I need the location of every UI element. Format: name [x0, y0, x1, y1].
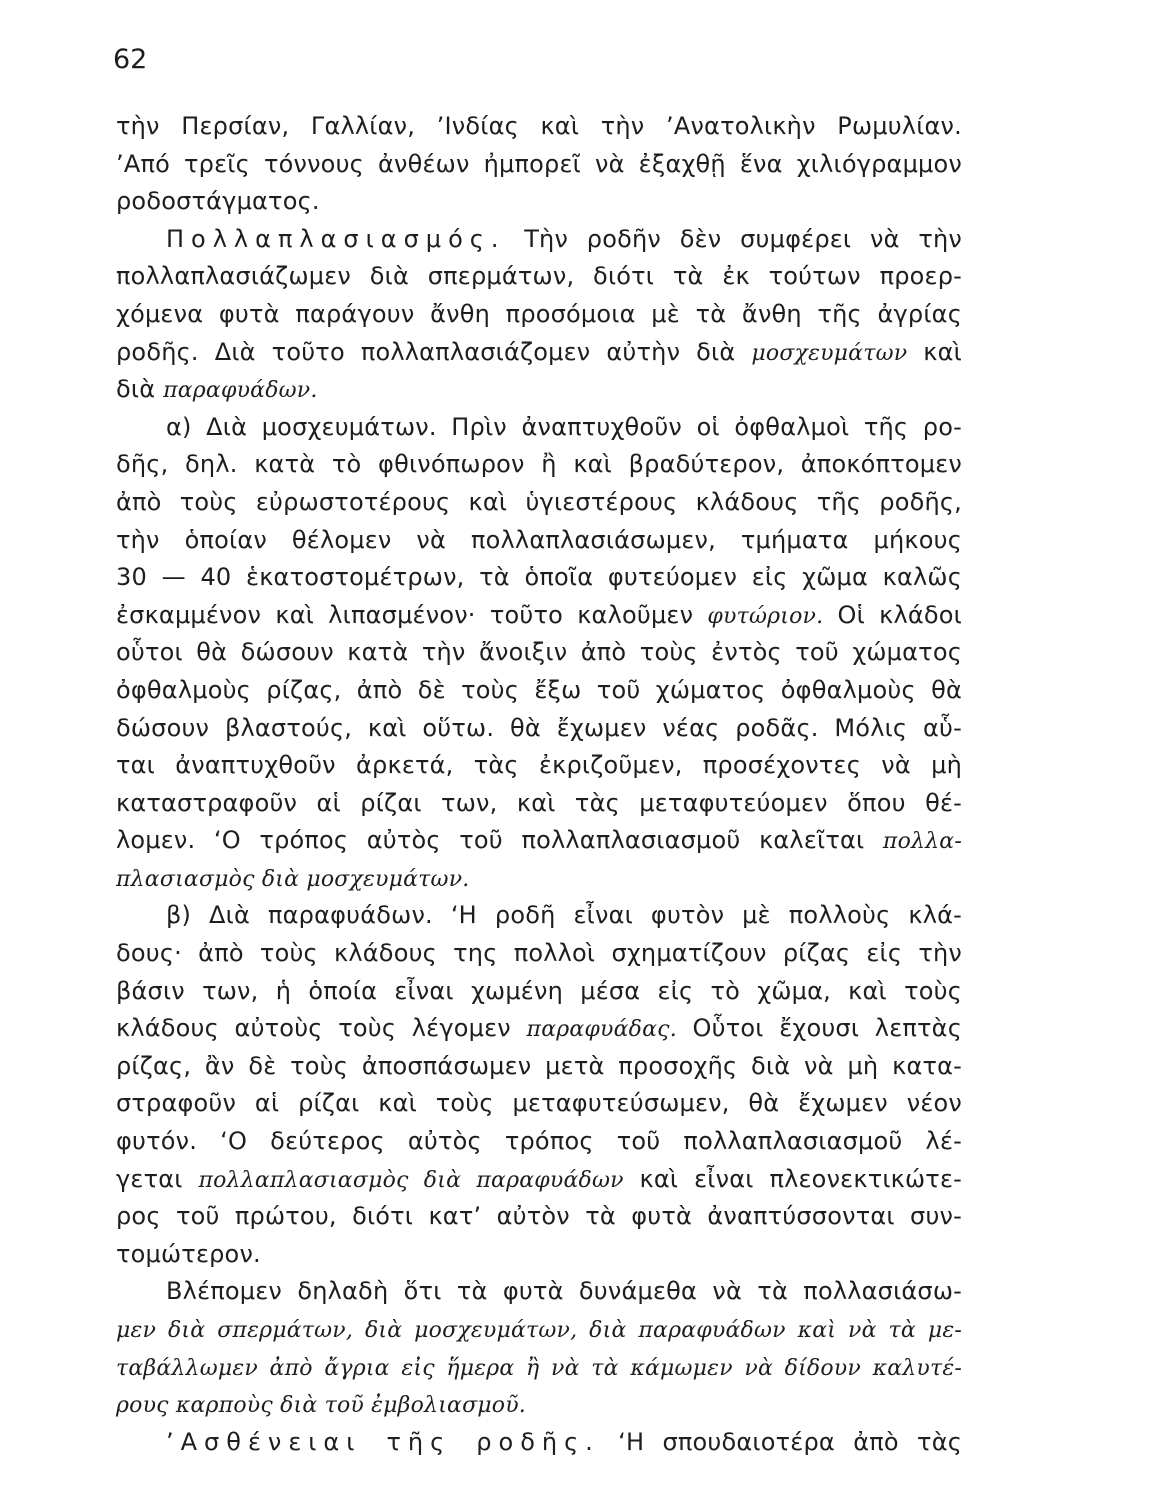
text-line: [116, 1010, 962, 1048]
text-line: [116, 183, 962, 221]
text-line: [116, 296, 962, 334]
text-segment: δῆς, δηλ. κατὰ τὸ φθινόπωρον ἢ καὶ βραδύτερον, ἀποκόπτομεν: [116, 450, 962, 479]
text-line: [116, 108, 962, 146]
text-line: [116, 785, 962, 823]
text-line: [116, 258, 962, 296]
text-line: [116, 446, 962, 484]
italic-text: μοσχευμάτων: [751, 340, 908, 366]
text-segment: κλάδους αὐτοὺς τοὺς λέγομεν: [116, 1014, 527, 1043]
text-segment: τομώτερον.: [116, 1239, 261, 1268]
italic-text: πλασιασμὸς διὰ μοσχευμάτων.: [116, 866, 470, 892]
italic-text: πολλαπλασιασμὸς διὰ παραφυάδων: [198, 1167, 624, 1193]
text-line: [116, 1048, 962, 1086]
text-segment: ἐσκαμμένον καὶ λιπασμένον· τοῦτο καλοῦμεν: [116, 600, 708, 629]
text-line: [116, 897, 962, 935]
text-segment: καταστραφοῦν αἱ ρίζαι των, καὶ τὰς μεταφυτεύομεν ὅπου θέ-: [116, 788, 962, 817]
body-text: [116, 108, 962, 1461]
text-segment: 30 — 40 ἑκατοστομέτρων, τὰ ὁποῖα φυτεύομεν εἰς χῶμα καλῶς: [116, 563, 962, 592]
text-segment: διὰ: [116, 375, 164, 404]
text-line: [116, 710, 962, 748]
text-segment: βάσιν των, ἡ ὁποία εἶναι χωμένη μέσα εἰς τὸ χῶμα, καὶ τοὺς: [116, 976, 962, 1005]
text-segment: ἀπὸ τοὺς εὐρωστοτέρους καὶ ὑγιεστέρους κλάδους τῆς ροδῆς,: [116, 487, 962, 516]
text-line: [116, 935, 962, 973]
text-segment: ροδοστάγματος.: [116, 187, 320, 216]
text-segment: καὶ: [907, 337, 962, 366]
text-segment: δους· ἀπὸ τοὺς κλάδους της πολλοὶ σχηματίζουν ρίζας εἰς τὴν: [116, 939, 962, 968]
text-line: [116, 1161, 962, 1199]
text-segment: φυτόν. ‘Ο δεύτερος αὐτὸς τρόπος τοῦ πολλαπλασιασμοῦ λέ-: [116, 1127, 962, 1156]
text-segment: τὴν ὁποίαν θέλομεν νὰ πολλαπλασιάσωμεν, τμήματα μήκους: [116, 525, 962, 554]
italic-text: ρους καρποὺς διὰ τοῦ ἐμβολιασμοῦ.: [116, 1393, 527, 1419]
text-segment: Οὗτοι ἔχουσι λεπτὰς: [676, 1014, 962, 1043]
text-segment: ὀφθαλμοὺς ρίζας, ἀπὸ δὲ τοὺς ἔξω τοῦ χώματος ὀφθαλμοὺς θὰ: [116, 675, 962, 704]
text-segment: Οἱ κλάδοι: [823, 600, 962, 629]
text-line: [116, 484, 962, 522]
text-segment: ρος τοῦ πρώτου, διότι κατ’ αὐτὸν τὰ φυτὰ ἀναπτύσσονται συν-: [116, 1202, 962, 1231]
italic-text: πολλα-: [882, 829, 962, 855]
text-segment: καὶ εἶναι πλεονεκτικώτε-: [623, 1164, 962, 1193]
text-segment: λομεν. ‘Ο τρόπος αὐτὸς τοῦ πολλαπλασιασμοῦ καλεῖται: [116, 826, 883, 855]
text-segment: Τὴν ροδῆν δὲν συμφέρει νὰ τὴν: [505, 224, 962, 253]
text-line: [116, 1311, 962, 1349]
text-line: [116, 1424, 962, 1462]
text-segment: ’Από τρεῖς τόννους ἀνθέων ἠμπορεῖ νὰ ἐξαχθῇ ἕνα χιλιόγραμμον: [116, 149, 962, 178]
text-line: [116, 221, 962, 259]
text-line: [116, 371, 962, 409]
italic-text: παραφυάδων.: [163, 378, 318, 404]
text-segment: β) Διὰ παραφυάδων. ‘Η ροδῆ εἶναι φυτὸν μὲ πολλοὺς κλά-: [166, 901, 962, 930]
text-line: [116, 1236, 962, 1274]
text-segment: Βλέπομεν δηλαδὴ ὅτι τὰ φυτὰ δυνάμεθα νὰ τὰ πολλασιάσω-: [166, 1277, 962, 1306]
text-segment: τὴν Περσίαν, Γαλλίαν, ’Ινδίας καὶ τὴν ’Ανατολικὴν Ρωμυλίαν.: [116, 112, 962, 140]
text-segment: ρίζας, ἂν δὲ τοὺς ἀποσπάσωμεν μετὰ προσοχῆς διὰ νὰ μὴ κατα-: [116, 1051, 962, 1080]
text-segment: οὗτοι θὰ δώσουν κατὰ τὴν ἄνοιξιν ἀπὸ τοὺς ἐντὸς τοῦ χώματος: [116, 638, 962, 667]
page-number: 62: [113, 44, 148, 75]
text-line: [116, 559, 962, 597]
italic-text: μεν διὰ σπερμάτων, διὰ μοσχευμάτων, διὰ παραφυάδων καὶ νὰ τὰ με-: [116, 1318, 962, 1343]
text-line: [116, 1198, 962, 1236]
text-segment: ‘Η σπουδαιοτέρα ἀπὸ τὰς: [599, 1427, 962, 1456]
text-segment: ροδῆς. Διὰ τοῦτο πολλαπλασιάζομεν αὐτὴν διὰ: [116, 337, 752, 366]
spaced-heading: ’Ασθένειαι τῆς ροδῆς.: [166, 1427, 600, 1456]
text-line: [116, 1349, 962, 1387]
text-line: [116, 747, 962, 785]
italic-text: ταβάλλωμεν ἀπὸ ἄγρια εἰς ἥμερα ἢ νὰ τὰ κάμωμεν νὰ δίδουν καλυτέ-: [116, 1355, 962, 1381]
text-segment: χόμενα φυτὰ παράγουν ἄνθη προσόμοια μὲ τὰ ἄνθη τῆς ἀγρίας: [116, 299, 962, 328]
italic-text: παραφυάδας.: [526, 1017, 677, 1043]
text-line: [116, 1085, 962, 1123]
text-line: [116, 597, 962, 635]
text-segment: πολλαπλασιάζωμεν διὰ σπερμάτων, διότι τὰ ἐκ τούτων προερ-: [116, 262, 962, 291]
spaced-heading: Πολλαπλασιασμός.: [166, 224, 506, 253]
text-segment: α) Διὰ μοσχευμάτων. Πρὶν ἀναπτυχθοῦν οἱ ὀφθαλμοὶ τῆς ρο-: [166, 412, 962, 441]
italic-text: φυτώριον.: [707, 603, 824, 629]
text-segment: δώσουν βλαστούς, καὶ οὕτω. θὰ ἔχωμεν νέας ροδᾶς. Μόλις αὗ-: [116, 713, 962, 742]
text-line: [116, 1273, 962, 1311]
text-line: [116, 822, 962, 860]
text-segment: γεται: [116, 1164, 199, 1193]
text-segment: ται ἀναπτυχθοῦν ἀρκετά, τὰς ἐκριζοῦμεν, προσέχοντες νὰ μὴ: [116, 751, 962, 780]
text-line: [116, 672, 962, 710]
text-line: [116, 1123, 962, 1161]
text-line: [116, 409, 962, 447]
text-line: [116, 522, 962, 560]
text-line: [116, 334, 962, 372]
text-line: [116, 146, 962, 184]
text-line: [116, 973, 962, 1011]
text-segment: στραφοῦν αἱ ρίζαι καὶ τοὺς μεταφυτεύσωμεν, θὰ ἔχωμεν νέον: [116, 1089, 962, 1118]
text-line: [116, 860, 962, 898]
text-line: [116, 634, 962, 672]
text-line: [116, 1386, 962, 1424]
